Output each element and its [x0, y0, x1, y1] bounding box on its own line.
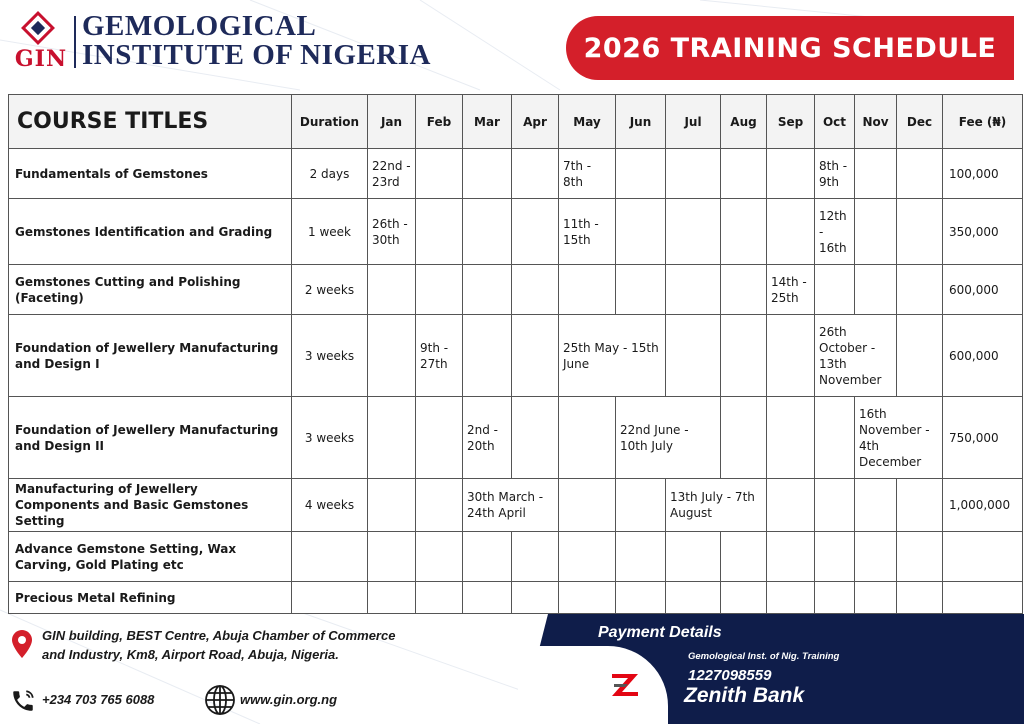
course-fee: 600,000: [943, 265, 1023, 315]
diamond-icon: [21, 11, 55, 45]
payment-details-title: Payment Details: [598, 624, 722, 641]
schedule-cell-jul: [666, 265, 721, 315]
schedule-cell-feb: [416, 397, 463, 479]
course-fee: 750,000: [943, 397, 1023, 479]
banner-title: 2026 TRAINING SCHEDULE: [583, 32, 997, 64]
schedule-cell-nov: [855, 149, 897, 199]
schedule-cell-aug: [721, 149, 767, 199]
schedule-cell-feb: [416, 582, 463, 614]
training-schedule-table: [8, 94, 1023, 614]
schedule-cell-jun: [616, 149, 666, 199]
account-name: Gemological Inst. of Nig. Training: [688, 651, 840, 662]
schedule-cell-jan: [368, 532, 416, 582]
phone-icon: [10, 688, 36, 714]
gin-logo: [12, 12, 70, 70]
website-link[interactable]: www.gin.org.ng: [240, 692, 338, 707]
schedule-cell-may: [559, 397, 616, 479]
schedule-cell-mar-apr: 30th March - 24th April: [463, 479, 559, 532]
schedule-cell-apr: [512, 532, 559, 582]
course-fee: [943, 532, 1023, 582]
schedule-cell-jul: [666, 582, 721, 614]
schedule-banner: [566, 16, 1014, 80]
course-title: Manufacturing of Jewellery Components and Basic Gemstones Setting: [9, 479, 292, 532]
schedule-cell-dec: [897, 479, 943, 532]
schedule-cell-jun: [616, 265, 666, 315]
course-duration: 2 weeks: [292, 265, 368, 315]
schedule-cell-sep: [767, 532, 815, 582]
schedule-cell-jul: [666, 149, 721, 199]
schedule-cell-jul-aug: 13th July - 7th August: [666, 479, 767, 532]
schedule-cell-oct: [815, 479, 855, 532]
header-jul: Jul: [666, 95, 721, 149]
schedule-cell-sep: [767, 315, 815, 397]
schedule-cell-dec: [897, 265, 943, 315]
institute-name-line1: GEMOLOGICAL: [82, 10, 317, 42]
schedule-cell-nov: [855, 199, 897, 265]
course-title: Gemstones Cutting and Polishing (Faceting): [9, 265, 292, 315]
course-duration: 3 weeks: [292, 397, 368, 479]
schedule-cell-nov-dec: 16th November - 4th December: [855, 397, 943, 479]
schedule-cell-mar: [463, 532, 512, 582]
schedule-cell-oct: [815, 265, 855, 315]
course-fee: [943, 582, 1023, 614]
header-may: May: [559, 95, 616, 149]
schedule-cell-apr: [512, 315, 559, 397]
course-title: Foundation of Jewellery Manufacturing and Design I: [9, 315, 292, 397]
schedule-cell-feb: [416, 149, 463, 199]
schedule-cell-jan: [368, 479, 416, 532]
schedule-cell-feb: [416, 199, 463, 265]
logo-divider: [74, 16, 76, 68]
schedule-cell-oct: [815, 582, 855, 614]
course-fee: 1,000,000: [943, 479, 1023, 532]
schedule-cell-jan: 26th - 30th: [368, 199, 416, 265]
schedule-cell-dec: [897, 532, 943, 582]
table-row: [9, 397, 1023, 479]
schedule-cell-nov: [855, 265, 897, 315]
table-row: [9, 265, 1023, 315]
location-pin-icon: [12, 630, 32, 658]
course-duration: 3 weeks: [292, 315, 368, 397]
header-dec: Dec: [897, 95, 943, 149]
header-oct: Oct: [815, 95, 855, 149]
schedule-cell-oct: 12th - 16th: [815, 199, 855, 265]
course-title: Foundation of Jewellery Manufacturing and Design II: [9, 397, 292, 479]
schedule-cell-mar: 2nd - 20th: [463, 397, 512, 479]
schedule-cell-apr: [512, 582, 559, 614]
course-title: Precious Metal Refining: [9, 582, 292, 614]
schedule-cell-aug: [721, 582, 767, 614]
schedule-cell-sep: [767, 582, 815, 614]
schedule-cell-feb: 9th - 27th: [416, 315, 463, 397]
course-duration: 2 days: [292, 149, 368, 199]
schedule-cell-jun: [616, 532, 666, 582]
table-row: [9, 199, 1023, 265]
address-line2: and Industry, Km8, Airport Road, Abuja, Nigeria.: [42, 647, 339, 662]
schedule-cell-apr: [512, 265, 559, 315]
schedule-cell-dec: [897, 149, 943, 199]
institute-name-line2: INSTITUTE OF NIGERIA: [82, 39, 431, 71]
schedule-cell-sep: [767, 199, 815, 265]
schedule-cell-dec: [897, 582, 943, 614]
schedule-cell-nov: [855, 479, 897, 532]
course-duration: 1 week: [292, 199, 368, 265]
account-number: 1227098559: [688, 667, 772, 684]
schedule-cell-jul: [666, 199, 721, 265]
schedule-cell-jul: [666, 315, 721, 397]
course-title: Advance Gemstone Setting, Wax Carving, Gold Plating etc: [9, 532, 292, 582]
schedule-cell-apr: [512, 149, 559, 199]
schedule-cell-oct: [815, 532, 855, 582]
schedule-cell-feb: [416, 265, 463, 315]
header-nov: Nov: [855, 95, 897, 149]
institute-name: [82, 12, 431, 70]
header-fee: Fee (₦): [943, 95, 1023, 149]
schedule-cell-sep: 14th - 25th: [767, 265, 815, 315]
schedule-cell-aug: [721, 532, 767, 582]
schedule-cell-mar: [463, 265, 512, 315]
table-row: [9, 479, 1023, 532]
schedule-cell-oct: [815, 397, 855, 479]
schedule-cell-apr: [512, 397, 559, 479]
schedule-cell-nov: [855, 532, 897, 582]
schedule-cell-may: [559, 265, 616, 315]
header-apr: Apr: [512, 95, 559, 149]
header-jun: Jun: [616, 95, 666, 149]
schedule-cell-may-jun: 25th May - 15th June: [559, 315, 666, 397]
header-sep: Sep: [767, 95, 815, 149]
schedule-cell-jan: [368, 315, 416, 397]
schedule-cell-oct: 8th - 9th: [815, 149, 855, 199]
schedule-cell-jan: [368, 582, 416, 614]
globe-icon: [204, 684, 236, 716]
schedule-cell-aug: [721, 315, 767, 397]
schedule-cell-may: 7th - 8th: [559, 149, 616, 199]
schedule-cell-may: [559, 479, 616, 532]
header-feb: Feb: [416, 95, 463, 149]
schedule-cell-aug: [721, 199, 767, 265]
course-title: Gemstones Identification and Grading: [9, 199, 292, 265]
schedule-cell-oct-nov: 26th October - 13th November: [815, 315, 897, 397]
schedule-cell-may: [559, 532, 616, 582]
schedule-cell-sep: [767, 479, 815, 532]
schedule-cell-apr: [512, 199, 559, 265]
schedule-cell-jun-jul: 22nd June - 10th July: [616, 397, 721, 479]
course-fee: 350,000: [943, 199, 1023, 265]
schedule-cell-mar: [463, 199, 512, 265]
schedule-cell-may: 11th - 15th: [559, 199, 616, 265]
address: [42, 626, 442, 664]
schedule-cell-mar: [463, 315, 512, 397]
header-jan: Jan: [368, 95, 416, 149]
header-duration: Duration: [292, 95, 368, 149]
table-row: [9, 315, 1023, 397]
schedule-cell-sep: [767, 397, 815, 479]
course-duration: [292, 532, 368, 582]
schedule-cell-feb: [416, 479, 463, 532]
header-course-titles: COURSE TITLES: [9, 95, 292, 149]
schedule-cell-dec: [897, 315, 943, 397]
schedule-cell-mar: [463, 149, 512, 199]
logo-text: GIN: [14, 46, 68, 72]
table-row: [9, 582, 1023, 614]
schedule-cell-aug: [721, 265, 767, 315]
header-mar: Mar: [463, 95, 512, 149]
schedule-cell-jun: [616, 199, 666, 265]
schedule-cell-feb: [416, 532, 463, 582]
schedule-cell-jan: 22nd - 23rd: [368, 149, 416, 199]
schedule-cell-aug: [721, 397, 767, 479]
schedule-cell-sep: [767, 149, 815, 199]
schedule-cell-dec: [897, 199, 943, 265]
address-line1: GIN building, BEST Centre, Abuja Chamber of Commerce: [42, 628, 396, 643]
schedule-cell-jan: [368, 397, 416, 479]
schedule-cell-may: [559, 582, 616, 614]
table-row: [9, 149, 1023, 199]
course-duration: [292, 582, 368, 614]
table-row: [9, 532, 1023, 582]
schedule-cell-jan: [368, 265, 416, 315]
schedule-cell-mar: [463, 582, 512, 614]
schedule-cell-jun: [616, 479, 666, 532]
bank-name: Zenith Bank: [684, 684, 805, 707]
schedule-cell-jun: [616, 582, 666, 614]
schedule-cell-jul: [666, 532, 721, 582]
zenith-bank-logo-icon: [610, 672, 640, 698]
schedule-cell-nov: [855, 582, 897, 614]
course-duration: 4 weeks: [292, 479, 368, 532]
course-title: Fundamentals of Gemstones: [9, 149, 292, 199]
table-header-row: [9, 95, 1023, 149]
course-fee: 100,000: [943, 149, 1023, 199]
phone-number: +234 703 765 6088: [42, 692, 155, 707]
header-aug: Aug: [721, 95, 767, 149]
course-fee: 600,000: [943, 315, 1023, 397]
